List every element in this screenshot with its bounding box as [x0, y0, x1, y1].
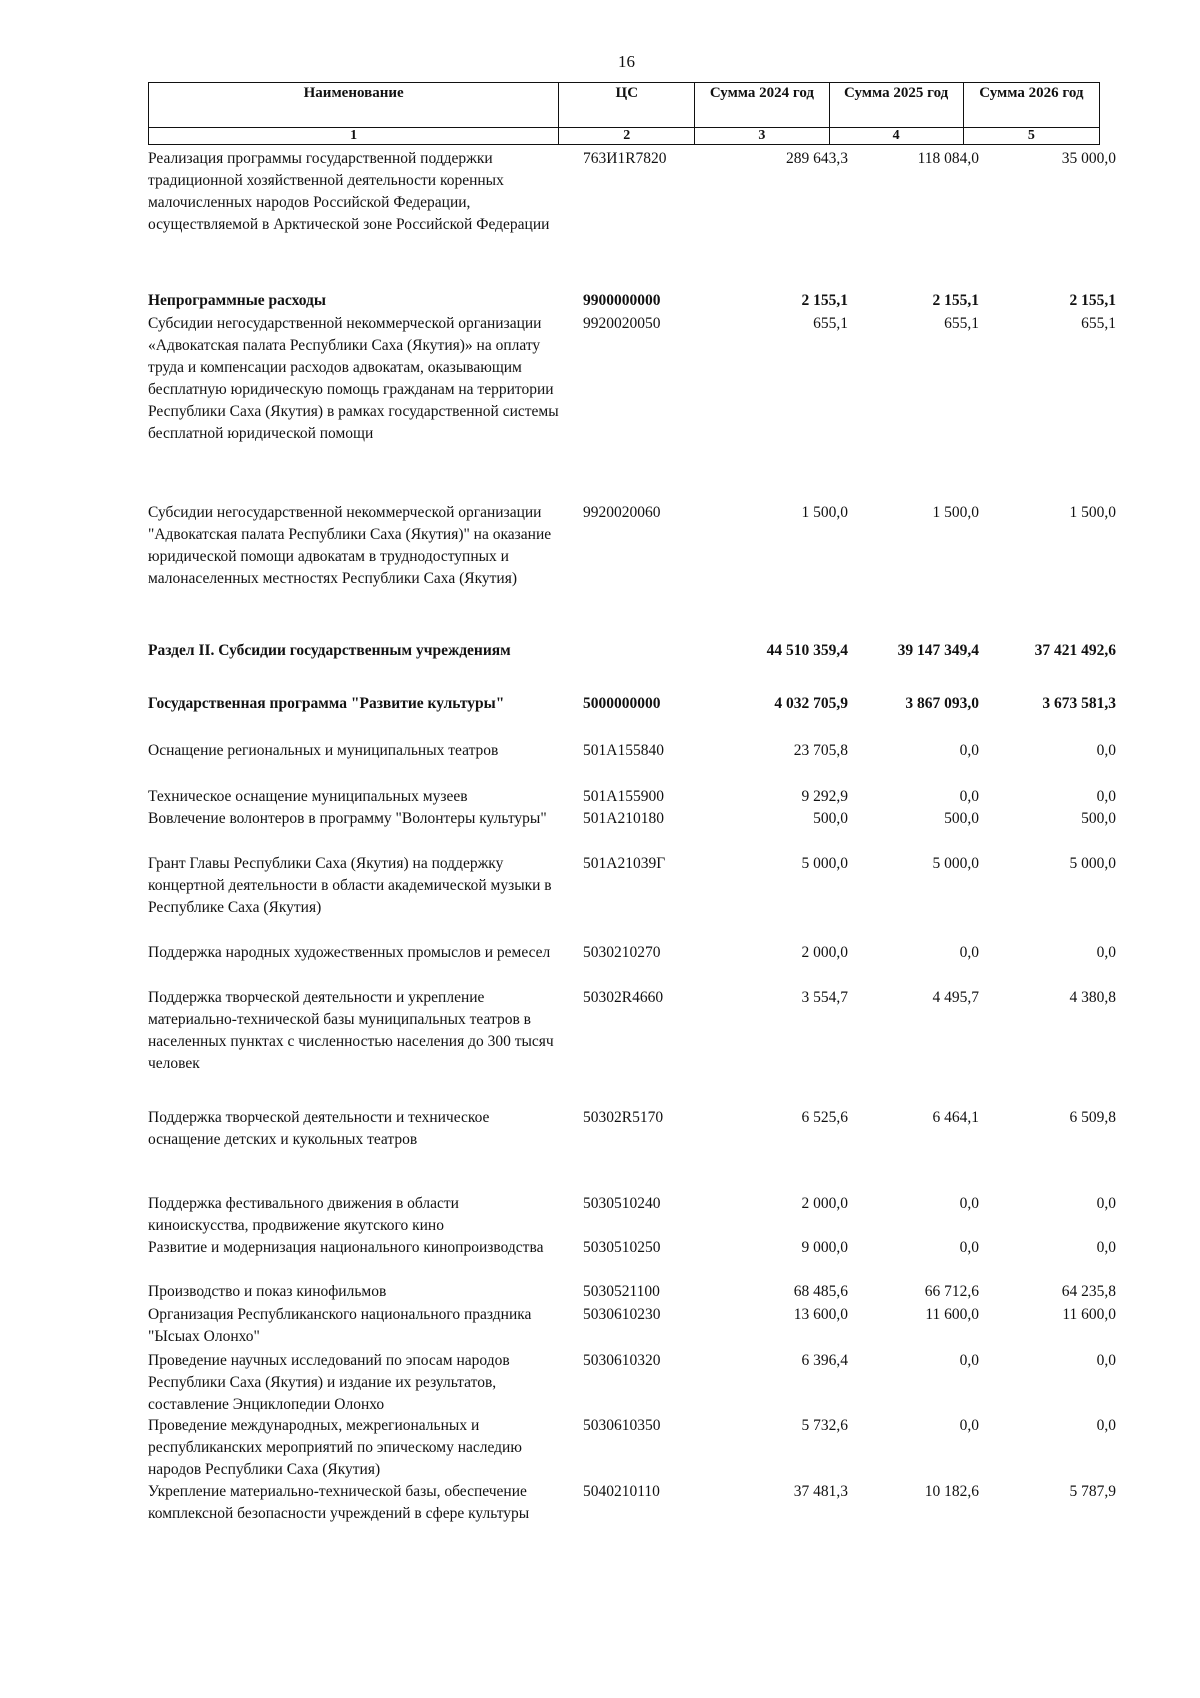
row-code: 5030610230	[583, 1306, 661, 1323]
row-code: 5030610320	[583, 1352, 661, 1369]
row-sum-2026: 5 787,9	[1069, 1483, 1116, 1500]
row-code: 501А210180	[583, 810, 664, 827]
row-sum-2026: 1 500,0	[1069, 504, 1116, 521]
table-header	[148, 82, 1100, 145]
row-sum-2025: 39 147 349,4	[897, 642, 979, 659]
row-name: Реализация программы государственной поддержки традиционной хозяйственной деятельности коренных малочисленных народов Российской Федерации, осуществляемой в Арктической зоне Российской Федерации	[148, 150, 550, 233]
row-name: Проведение научных исследований по эпосам народов Республики Саха (Якутия) и издание их результатов, составление Энциклопедии Олонхо	[148, 1352, 510, 1413]
row-sum-2026: 655,1	[1081, 315, 1116, 332]
row-sum-2024: 4 032 705,9	[774, 695, 848, 712]
row-sum-2024: 655,1	[813, 315, 848, 332]
row-name: Проведение международных, межрегиональных и республиканских мероприятий по эпическому наследию народов Республики Саха (Якутия)	[148, 1417, 522, 1478]
row-sum-2024: 13 600,0	[793, 1306, 848, 1323]
row-sum-2024: 23 705,8	[793, 742, 848, 759]
row-name: Вовлечение волонтеров в программу "Волонтеры культуры"	[148, 810, 547, 827]
row-code: 5030510250	[583, 1239, 661, 1256]
row-sum-2025: 0,0	[959, 1195, 979, 1212]
col-header-2026: Сумма 2026 год	[963, 83, 1099, 128]
row-name: Организация Республиканского национального праздника "Ыcыах Олонхо"	[148, 1306, 532, 1345]
row-sum-2024: 9 000,0	[801, 1239, 848, 1256]
row-sum-2024: 5 000,0	[801, 855, 848, 872]
row-name: Укрепление материально-технической базы, обеспечение комплексной безопасности учреждений в сфере культуры	[148, 1483, 530, 1522]
col-header-code: ЦС	[559, 83, 695, 128]
row-sum-2024: 2 000,0	[801, 1195, 848, 1212]
row-sum-2024: 9 292,9	[801, 788, 848, 805]
row-sum-2024: 3 554,7	[801, 989, 848, 1006]
row-name: Грант Главы Республики Саха (Якутия) на поддержку концертной деятельности в области академической музыки в Республике Саха (Якутия)	[148, 855, 552, 916]
row-code: 5030610350	[583, 1417, 661, 1434]
row-name: Поддержка творческой деятельности и техническое оснащение детских и кукольных театров	[148, 1109, 490, 1148]
row-sum-2025: 0,0	[959, 944, 979, 961]
row-sum-2026: 2 155,1	[1069, 292, 1116, 309]
row-sum-2025: 1 500,0	[932, 504, 979, 521]
col-header-2025: Сумма 2025 год	[829, 83, 963, 128]
col-number-2: 2	[559, 128, 695, 145]
row-sum-2024: 68 485,6	[793, 1283, 848, 1300]
row-sum-2026: 0,0	[1096, 1352, 1116, 1369]
row-name: Производство и показ кинофильмов	[148, 1283, 387, 1300]
row-sum-2026: 0,0	[1096, 944, 1116, 961]
row-sum-2024: 289 643,3	[786, 150, 848, 167]
row-sum-2025: 2 155,1	[932, 292, 979, 309]
row-code: 9920020060	[583, 504, 661, 521]
row-sum-2026: 0,0	[1096, 1239, 1116, 1256]
row-sum-2025: 0,0	[959, 742, 979, 759]
col-number-5: 5	[963, 128, 1099, 145]
row-name: Техническое оснащение муниципальных музеев	[148, 788, 468, 805]
row-name: Непрограммные расходы	[148, 292, 327, 309]
row-sum-2025: 4 495,7	[932, 989, 979, 1006]
row-sum-2026: 0,0	[1096, 1195, 1116, 1212]
row-sum-2025: 0,0	[959, 1239, 979, 1256]
row-code: 501А21039Г	[583, 855, 666, 872]
row-sum-2025: 0,0	[959, 1417, 979, 1434]
row-code: 50302R5170	[583, 1109, 664, 1126]
row-sum-2024: 37 481,3	[793, 1483, 848, 1500]
row-code: 5030510240	[583, 1195, 661, 1212]
col-number-1: 1	[149, 128, 559, 145]
row-name: Поддержка народных художественных промыслов и ремесел	[148, 944, 551, 961]
row-sum-2024: 500,0	[813, 810, 848, 827]
row-code: 763И1R7820	[583, 150, 667, 167]
row-code: 5030210270	[583, 944, 661, 961]
row-sum-2026: 5 000,0	[1069, 855, 1116, 872]
row-sum-2025: 5 000,0	[932, 855, 979, 872]
row-name: Поддержка творческой деятельности и укрепление материально-технической базы муниципальных театров в населенных пунктах с численностью населения до 300 тысяч человек	[148, 989, 554, 1072]
row-sum-2026: 6 509,8	[1069, 1109, 1116, 1126]
row-code: 9900000000	[583, 292, 661, 309]
row-sum-2026: 0,0	[1096, 788, 1116, 805]
row-code: 5040210110	[583, 1483, 660, 1500]
row-sum-2024: 6 396,4	[801, 1352, 848, 1369]
row-code: 9920020050	[583, 315, 661, 332]
row-sum-2024: 1 500,0	[801, 504, 848, 521]
row-sum-2026: 0,0	[1096, 742, 1116, 759]
row-sum-2024: 5 732,6	[801, 1417, 848, 1434]
col-header-name: Наименование	[149, 83, 559, 128]
row-code: 501А155900	[583, 788, 664, 805]
col-number-3: 3	[695, 128, 829, 145]
row-sum-2025: 11 600,0	[925, 1306, 979, 1323]
row-sum-2026: 0,0	[1096, 1417, 1116, 1434]
row-name: Поддержка фестивального движения в области киноискусства, продвижение якутского кино	[148, 1195, 459, 1234]
row-sum-2026: 3 673 581,3	[1042, 695, 1116, 712]
row-sum-2024: 2 000,0	[801, 944, 848, 961]
row-code: 501А155840	[583, 742, 664, 759]
row-name: Субсидии негосударственной некоммерческой организации "Адвокатская палата Республики Саха (Якутия)" на оказание юридической помощи адвокатам в труднодоступных и малонаселенных местностях Республики Саха (Якутия)	[148, 504, 552, 587]
row-name: Развитие и модернизация национального кинопроизводства	[148, 1239, 544, 1256]
row-sum-2025: 66 712,6	[924, 1283, 979, 1300]
row-code: 50302R4660	[583, 989, 664, 1006]
row-name: Субсидии негосударственной некоммерческой организации «Адвокатская палата Республики Саха (Якутия)» на оплату труда и компенсации расходов адвокатам, оказывающим бесплатную юридическую помощь гражданам на территории Республики Саха (Якутия) в рамках государственной системы бесплатной юридической помощи	[148, 315, 559, 442]
row-name: Государственная программа "Развитие культуры"	[148, 695, 505, 712]
row-sum-2025: 655,1	[944, 315, 979, 332]
row-sum-2026: 37 421 492,6	[1034, 642, 1116, 659]
col-number-4: 4	[829, 128, 963, 145]
row-sum-2025: 3 867 093,0	[905, 695, 979, 712]
row-sum-2026: 35 000,0	[1061, 150, 1116, 167]
row-name: Раздел II. Субсидии государственным учреждениям	[148, 642, 511, 659]
col-header-2024: Сумма 2024 год	[695, 83, 829, 128]
row-sum-2024: 2 155,1	[801, 292, 848, 309]
row-sum-2025: 118 084,0	[917, 150, 979, 167]
row-sum-2024: 44 510 359,4	[766, 642, 848, 659]
row-code: 5030521100	[583, 1283, 660, 1300]
row-sum-2026: 11 600,0	[1062, 1306, 1116, 1323]
page-number: 16	[618, 52, 635, 71]
row-code: 5000000000	[583, 695, 661, 712]
row-sum-2025: 500,0	[944, 810, 979, 827]
row-sum-2026: 64 235,8	[1061, 1283, 1116, 1300]
row-sum-2026: 4 380,8	[1069, 989, 1116, 1006]
row-sum-2026: 500,0	[1081, 810, 1116, 827]
row-sum-2025: 6 464,1	[932, 1109, 979, 1126]
row-sum-2025: 10 182,6	[924, 1483, 979, 1500]
row-name: Оснащение региональных и муниципальных театров	[148, 742, 499, 759]
row-sum-2025: 0,0	[959, 788, 979, 805]
row-sum-2024: 6 525,6	[801, 1109, 848, 1126]
row-sum-2025: 0,0	[959, 1352, 979, 1369]
